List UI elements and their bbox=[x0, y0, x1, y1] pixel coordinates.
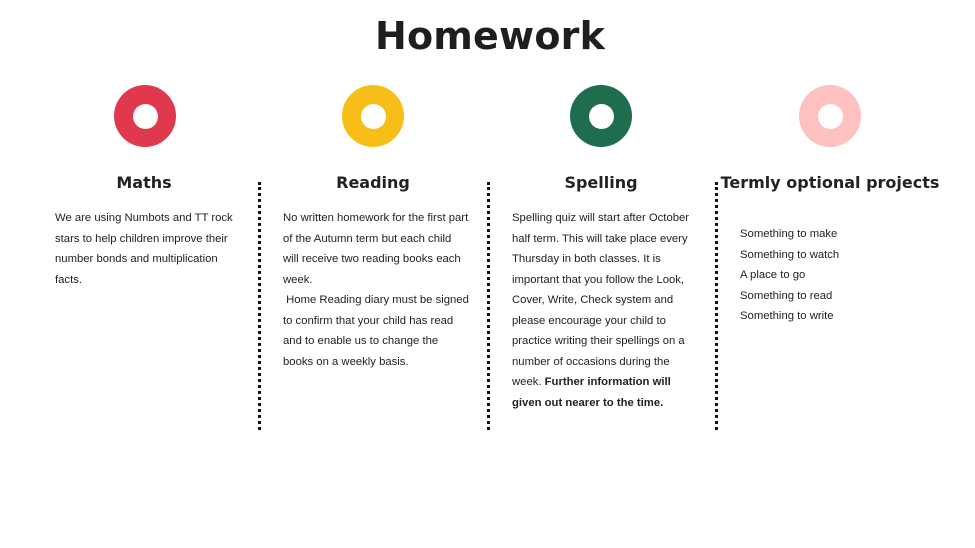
projects-list bbox=[740, 224, 940, 327]
reading-heading: Reading bbox=[336, 173, 410, 192]
projects-ring-icon bbox=[799, 85, 861, 147]
maths-paragraph: We are using Numbots and TT rock stars to help children improve their number bonds and multiplication facts. bbox=[55, 212, 233, 286]
column-divider bbox=[258, 182, 261, 430]
column-divider bbox=[715, 182, 718, 430]
reading-paragraph-1: No written homework for the first part of the Autumn term but each child will receive two reading books each week. bbox=[283, 212, 469, 286]
spelling-bold-note: Further information will given out nearer to the time. bbox=[512, 376, 671, 409]
page-title: Homework bbox=[374, 14, 606, 58]
spelling-text bbox=[512, 208, 696, 413]
spelling-heading: Spelling bbox=[564, 173, 638, 192]
maths-heading: Maths bbox=[116, 173, 172, 192]
maths-ring-icon bbox=[114, 85, 176, 147]
spelling-ring-icon bbox=[570, 85, 632, 147]
list-item: Something to write bbox=[740, 310, 834, 322]
projects-heading: Termly optional projects bbox=[720, 173, 940, 192]
reading-ring-icon bbox=[342, 85, 404, 147]
list-item: A place to go bbox=[740, 269, 806, 281]
reading-paragraph-2: Home Reading diary must be signed to confirm that your child has read and to enable us to change the books on a weekly basis. bbox=[283, 294, 473, 368]
spelling-body: Spelling quiz will start after October half term. This will take place every Thursday in both classes. It is important that you follow the Look, Cover, Write, Check system and please encourage your child to practice writing their spellings on a number of occasions during the week. bbox=[512, 212, 690, 388]
list-item: Something to make bbox=[740, 228, 838, 240]
reading-text bbox=[283, 208, 473, 372]
list-item: Something to watch bbox=[740, 248, 840, 261]
spelling-paragraph bbox=[512, 208, 696, 413]
column-divider bbox=[487, 182, 490, 430]
maths-text bbox=[55, 208, 235, 290]
list-item: Something to read bbox=[740, 289, 833, 302]
